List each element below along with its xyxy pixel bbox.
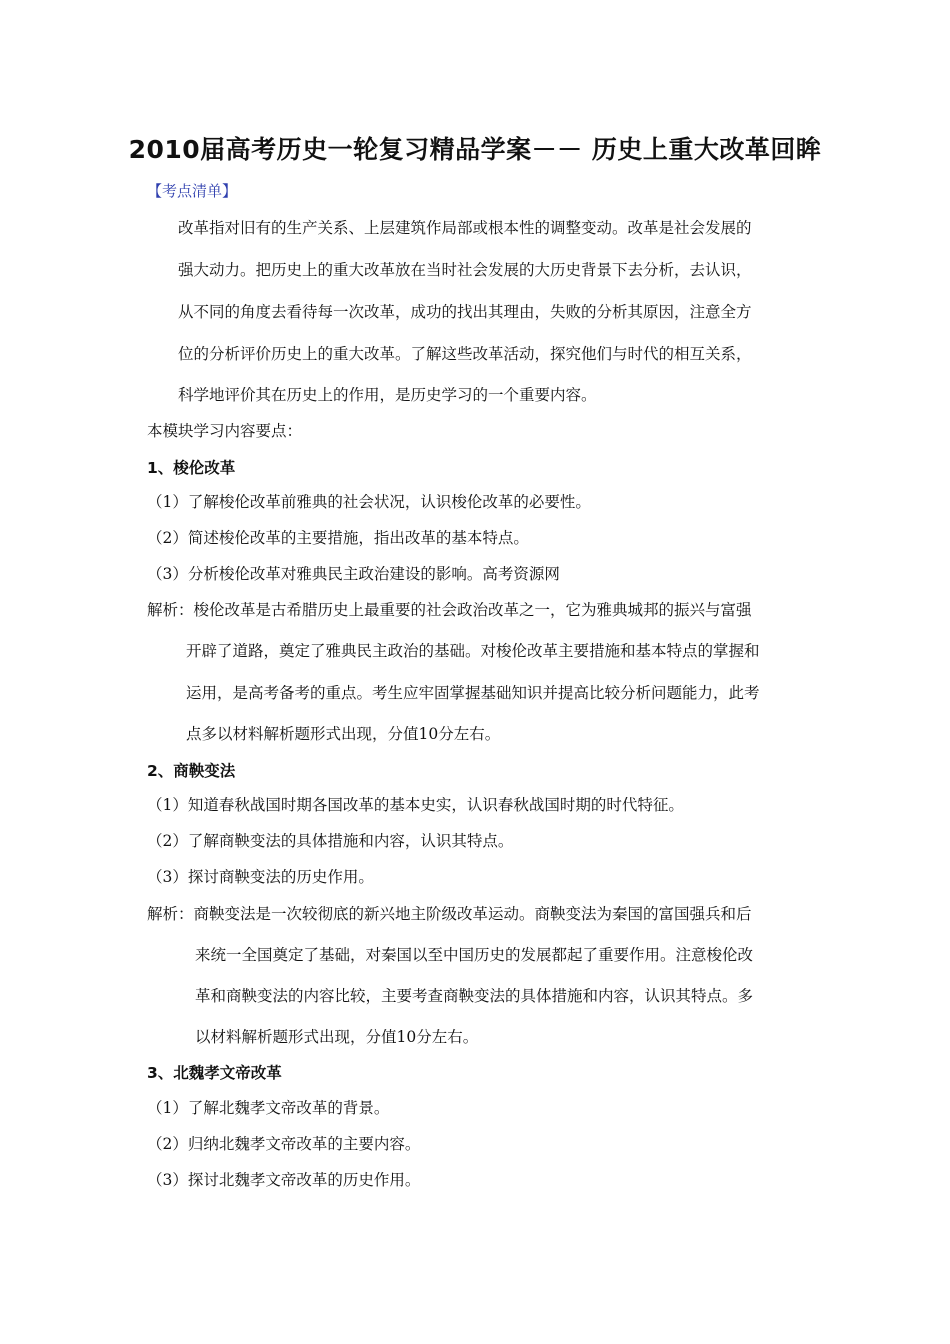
intro-line: 从不同的角度去看待每一次改革，成功的找出其理由，失败的分析其原因，注意全方 [178, 303, 752, 321]
analysis-line: 解析：商鞅变法是一次较彻底的新兴地主阶级改革运动。商鞅变法为秦国的富国强兵和后 [147, 905, 752, 923]
analysis-line: 革和商鞅变法的内容比较，主要考查商鞅变法的具体措施和内容，认识其特点。多 [195, 987, 754, 1005]
list-item: （2）简述梭伦改革的主要措施，指出改革的基本特点。 [147, 529, 529, 547]
list-item: （1）了解梭伦改革前雅典的社会状况，认识梭伦改革的必要性。 [147, 493, 591, 511]
analysis-line: 点多以材料解析题形式出现，分值10分左右。 [186, 725, 501, 743]
list-item: （2）归纳北魏孝文帝改革的主要内容。 [147, 1135, 421, 1153]
analysis-line: 运用，是高考备考的重点。考生应牢固掌握基础知识并提高比较分析问题能力，此考 [186, 684, 760, 702]
analysis-line: 开辟了道路，奠定了雅典民主政治的基础。对梭伦改革主要措施和基本特点的掌握和 [186, 642, 760, 660]
intro-line: 科学地评价其在历史上的作用，是历史学习的一个重要内容。 [178, 386, 597, 404]
module-points-label: 本模块学习内容要点： [147, 422, 303, 440]
list-item: （3）探讨北魏孝文帝改革的历史作用。 [147, 1171, 421, 1189]
section-heading: 3、北魏孝文帝改革 [147, 1064, 282, 1082]
analysis-line: 来统一全国奠定了基础，对秦国以至中国历史的发展都起了重要作用。注意梭伦改 [195, 946, 754, 964]
list-item: （2）了解商鞅变法的具体措施和内容，认识其特点。 [147, 832, 514, 850]
section-tag: 【考点清单】 [147, 182, 238, 200]
page-title: 2010届高考历史一轮复习精品学案－－ 历史上重大改革回眸 [128, 135, 822, 164]
list-item: （1）知道春秋战国时期各国改革的基本史实，认识春秋战国时期的时代特征。 [147, 796, 684, 814]
section-heading: 2、商鞅变法 [147, 762, 236, 780]
analysis-line: 解析：梭伦改革是古希腊历史上最重要的社会政治改革之一，它为雅典城邦的振兴与富强 [147, 601, 752, 619]
intro-line: 改革指对旧有的生产关系、上层建筑作局部或根本性的调整变动。改革是社会发展的 [178, 219, 752, 237]
analysis-line: 以材料解析题形式出现，分值10分左右。 [195, 1028, 479, 1046]
list-item: （3）探讨商鞅变法的历史作用。 [147, 868, 374, 886]
intro-line: 位的分析评价历史上的重大改革。了解这些改革活动，探究他们与时代的相互关系， [178, 345, 752, 363]
list-item: （3）分析梭伦改革对雅典民主政治建设的影响。高考资源网 [147, 565, 560, 583]
list-item: （1）了解北魏孝文帝改革的背景。 [147, 1099, 390, 1117]
intro-line: 强大动力。把历史上的重大改革放在当时社会发展的大历史背景下去分析，去认识， [178, 261, 752, 279]
section-heading: 1、梭伦改革 [147, 459, 236, 477]
